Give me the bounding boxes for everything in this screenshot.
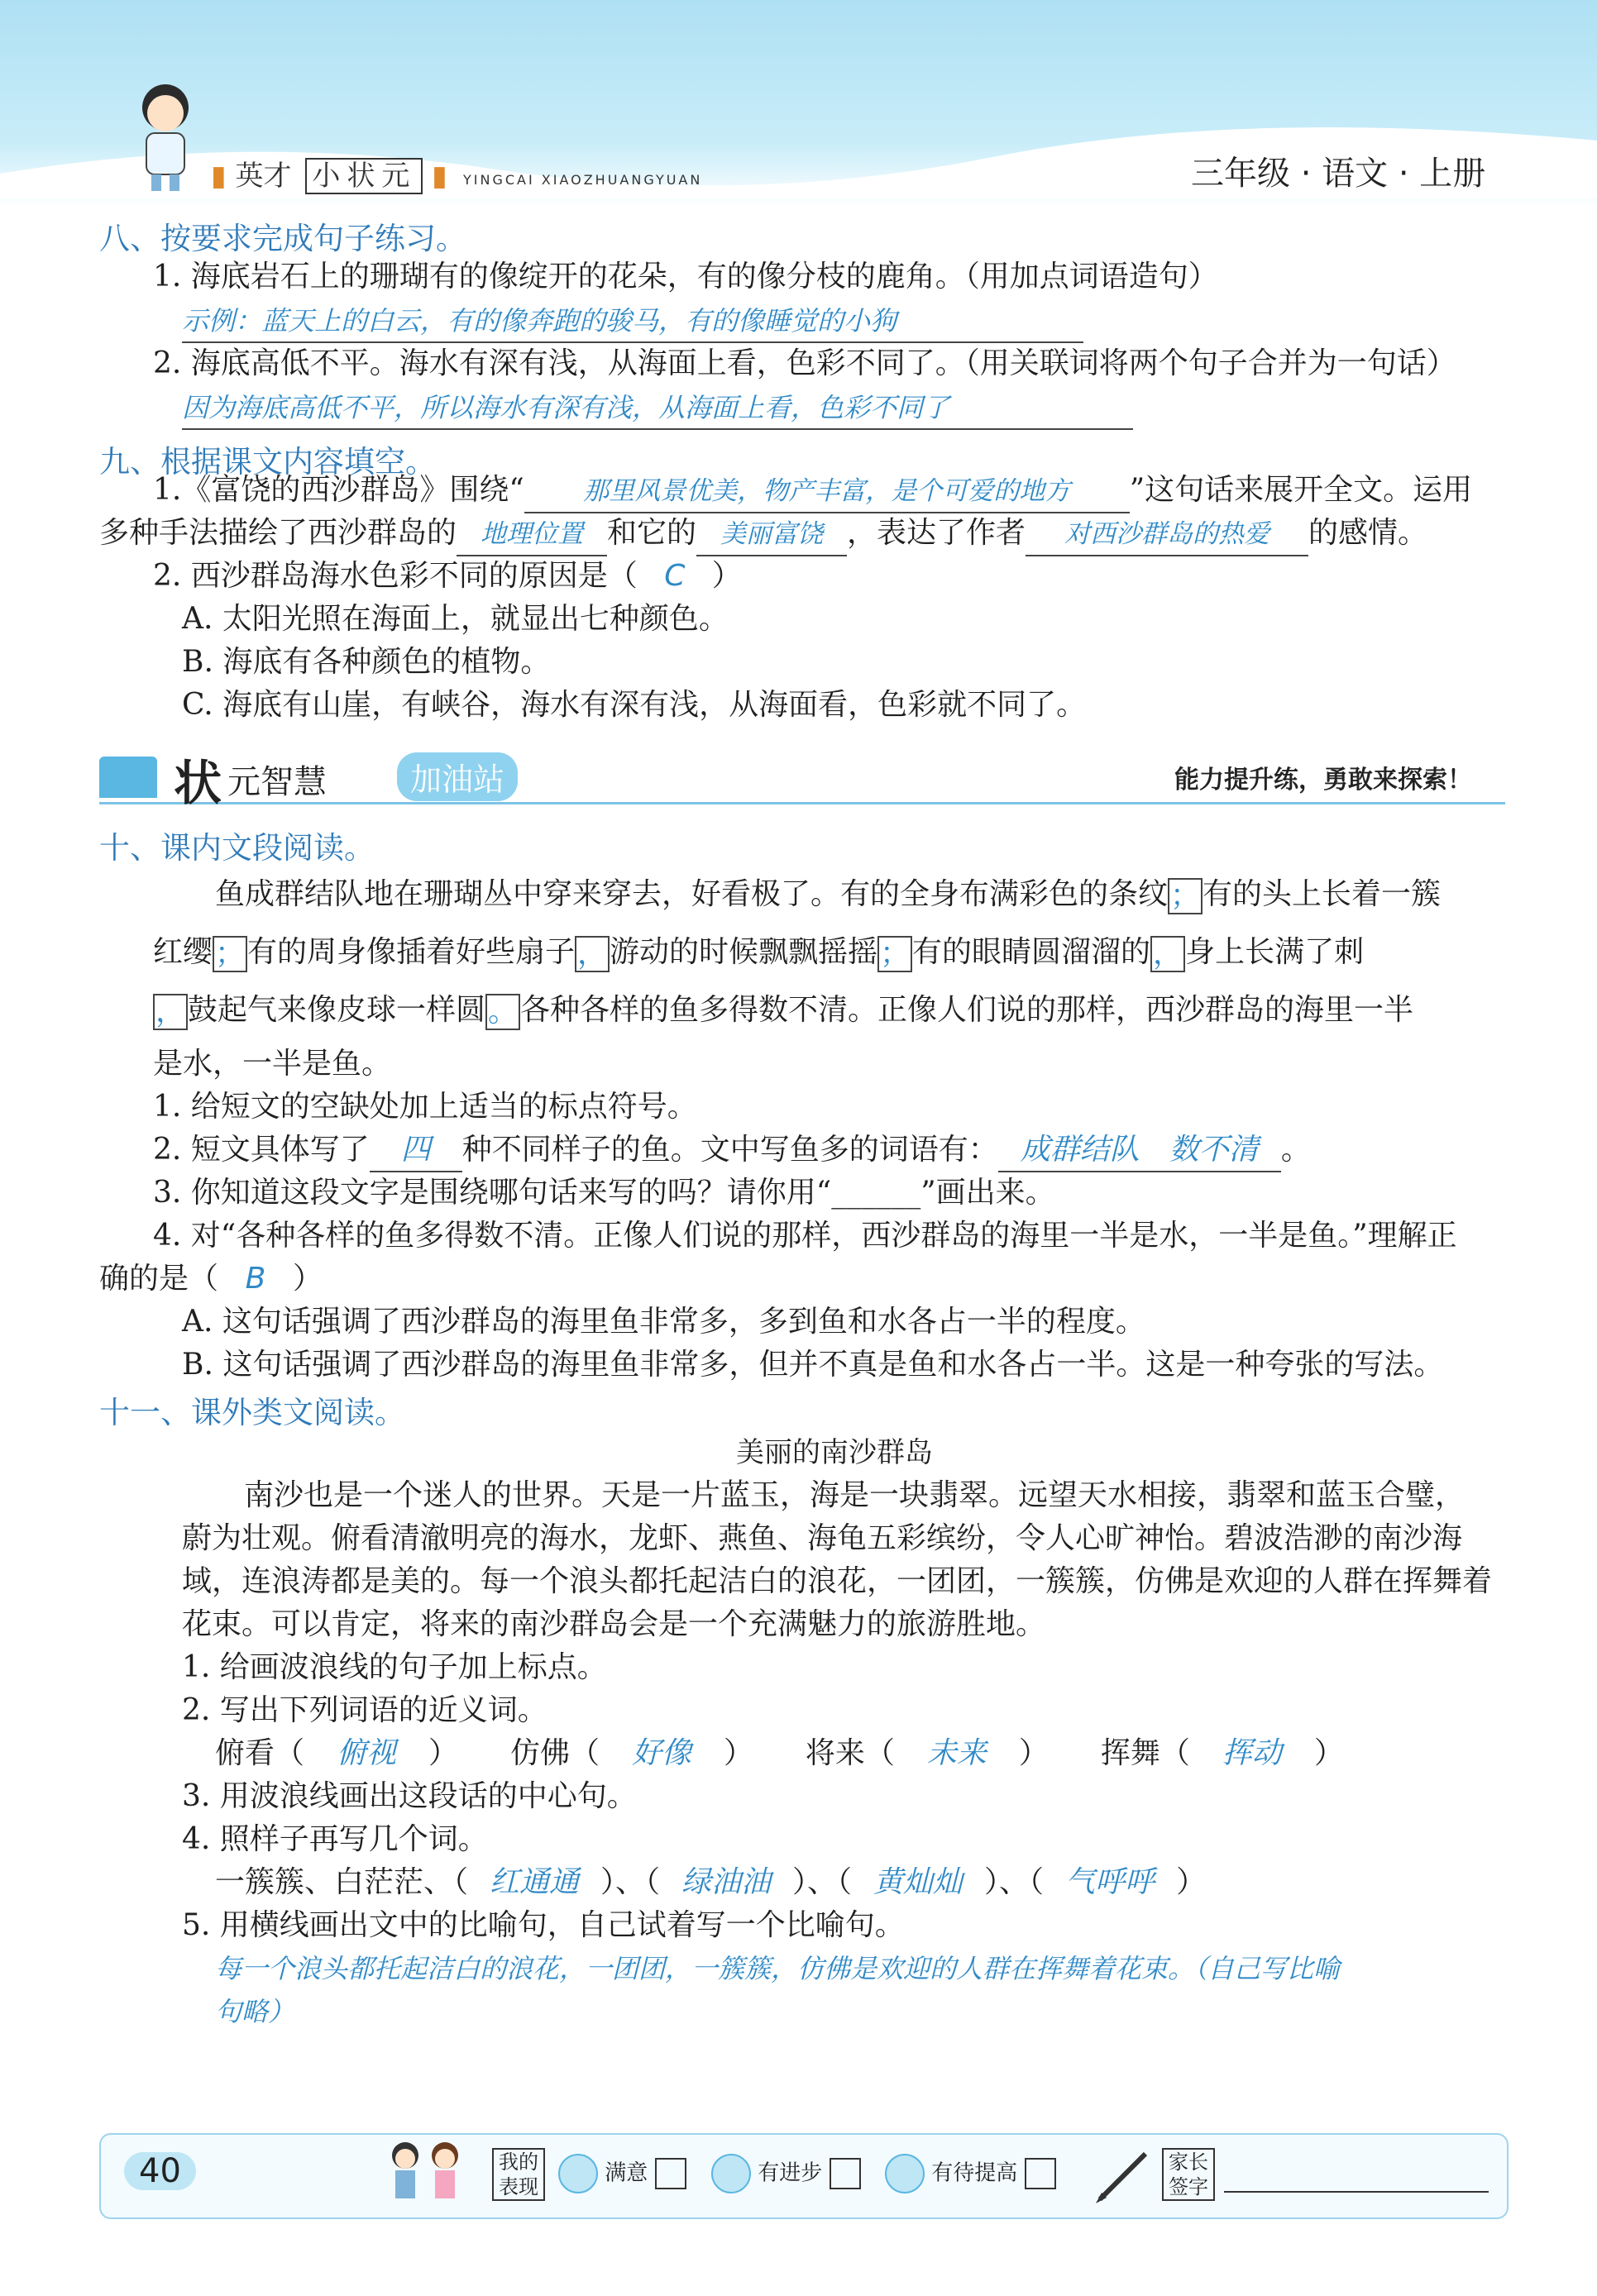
s11-a5-line1: 每一个浪头都托起洁白的浪花，一团团，一簇簇，仿佛是欢迎的人群在挥舞着花束。（自己写比喻 — [215, 1953, 1341, 1984]
rating-improve-label: 有待提高 — [931, 2160, 1018, 2186]
s9-opt-b: B. 海底有各种颜色的植物。 — [182, 645, 551, 679]
s9-opt-c: C. 海底有山崖，有峡谷，海水有深有浅，从海面看，色彩就不同了。 — [182, 688, 1087, 722]
grade-label: 三年级 · 语文 · 上册 — [1191, 155, 1486, 193]
s8-a2-text: 因为海底高低不平，所以海水有深有浅，从海面上看，色彩不同了 — [182, 392, 950, 423]
banner-right: 能力提升练，勇敢来探索！ — [1174, 766, 1472, 795]
s10-p2c: 游动的时候飘飘摇摇 — [610, 935, 878, 969]
article-title: 美丽的南沙群岛 — [736, 1436, 933, 1469]
s9-opt-a: A. 太阳光照在海面上，就显出七种颜色。 — [182, 602, 729, 636]
book-icon — [99, 757, 157, 798]
s9-q2-end: ） — [711, 559, 742, 593]
brand-b: 小状元 — [305, 158, 423, 194]
s10-q4b: 确的是（ — [99, 1262, 219, 1296]
smile-icon — [558, 2154, 598, 2193]
banner-rest: 元智慧 — [227, 763, 327, 801]
banner-big: 状 — [174, 755, 222, 811]
s10-q1: 1. 给短文的空缺处加上适当的标点符号。 — [153, 1090, 697, 1124]
q4-answer-4: 气呼呼 — [1065, 1865, 1155, 1899]
s10-q4-line1: 4. 对“各种各样的鱼多得数不清。正像人们说的那样，西沙群岛的海里一半是水，一半是鱼。”理解正 — [153, 1219, 1457, 1253]
s10-p3a: 鼓起气来像皮球一样圆 — [188, 993, 486, 1027]
section-9-title: 九、根据课文内容填空。 — [99, 444, 436, 480]
s8-q1: 1. 海底岩石上的珊瑚有的像绽开的花朵，有的像分枝的鹿角。（用加点词语造句） — [153, 260, 1218, 294]
blank-box-2[interactable]: ； — [213, 936, 247, 972]
syn-2-close: ） — [723, 1736, 753, 1770]
section-11-title: 十一、课外类文阅读。 — [99, 1395, 405, 1430]
wisdom-banner — [99, 744, 1505, 811]
s8-a2 — [182, 387, 1133, 430]
syn-4-answer: 挥动 — [1222, 1736, 1282, 1770]
s11-q5: 5. 用横线画出文中的比喻句，自己试着写一个比喻句。 — [182, 1908, 905, 1942]
s9-q1-p5: ，表达了作者 — [847, 516, 1026, 550]
s11-q4-answers — [215, 1862, 1206, 1903]
syn-1-answer: 俯视 — [337, 1736, 397, 1770]
q4-answer-1: 红通通 — [490, 1865, 580, 1899]
syn-4-word: 挥舞（ — [1100, 1736, 1190, 1770]
s8-q2: 2. 海底高低不平。海水有深有浅，从海面上看，色彩不同了。（用关联词将两个句子合并为一句话） — [153, 346, 1456, 380]
brand: ▮ 英才 小状元 ▮ — [211, 160, 447, 193]
article-line1: 南沙也是一个迷人的世界。天是一片蓝玉，海是一块翡翠。远望天水相接，翡翠和蓝玉合璧， — [244, 1478, 1466, 1512]
s10-q2-answer2: 成群结队 数不清 — [998, 1129, 1281, 1172]
s8-a1-text: 示例：蓝天上的白云，有的像奔跑的骏马，有的像睡觉的小狗 — [182, 305, 897, 337]
page-number: 40 — [124, 2152, 196, 2190]
article-line3: 域，连浪涛都是美的。每一个浪头都托起洁白的浪花，一团团，一簇簇，仿佛是欢迎的人群在挥舞着 — [182, 1564, 1493, 1598]
syn-4-close: ） — [1313, 1736, 1344, 1770]
s10-p2e: 身上长满了刺 — [1185, 935, 1365, 969]
rating-satisfied-box[interactable] — [655, 2158, 686, 2189]
s10-q2a: 2. 短文具体写了 — [153, 1133, 370, 1167]
syn-3-word: 将来（ — [805, 1736, 895, 1770]
kids-icon — [380, 2137, 471, 2212]
brand-pinyin: YINGCAI XIAOZHUANGYUAN — [463, 172, 703, 188]
parent-sign-line[interactable] — [1224, 2191, 1489, 2193]
s9-q1-p1: 1.《富饶的西沙群岛》围绕“ — [153, 473, 524, 507]
rating-satisfied-label: 满意 — [605, 2160, 648, 2186]
syn-3-answer: 未来 — [926, 1736, 987, 1770]
s10-p2a: 红缨 — [153, 935, 213, 969]
rating-progress-label: 有进步 — [758, 2160, 823, 2186]
s10-para-line1 — [215, 874, 1441, 915]
s9-q1-p6: 的感情。 — [1308, 516, 1428, 550]
syn-1-close: ） — [428, 1736, 459, 1770]
section-8-title: 八、按要求完成句子练习。 — [99, 221, 466, 256]
article-line2: 蔚为壮观。俯看清澈明亮的海水，龙虾、燕鱼、海龟五彩缤纷，令人心旷神怡。碧波浩渺的南沙海 — [182, 1521, 1463, 1555]
s10-para-line3 — [153, 990, 1413, 1031]
blank-box-3[interactable]: ， — [575, 936, 610, 972]
s10-q2b: 种不同样子的鱼。文中写鱼多的词语有： — [461, 1133, 998, 1167]
blank-box-4[interactable]: ； — [877, 936, 912, 972]
s9-q1-a4: 对西沙群岛的热爱 — [1026, 513, 1308, 556]
s10-p1b: 有的头上长着一簇 — [1203, 877, 1442, 911]
s10-q2-answer: 四 — [370, 1129, 462, 1172]
s10-q2 — [153, 1129, 1311, 1172]
rating-satisfied[interactable] — [558, 2154, 686, 2193]
rating-improve-box[interactable] — [1025, 2158, 1056, 2189]
s10-q4-line2 — [99, 1258, 323, 1300]
q4-answer-2: 绿油油 — [681, 1865, 772, 1899]
s10-q2c: 。 — [1280, 1133, 1311, 1167]
q4-sep-2: ）、（ — [792, 1865, 853, 1899]
syn-2-answer: 好像 — [631, 1736, 691, 1770]
s11-q4: 4. 照样子再写几个词。 — [182, 1822, 488, 1856]
q4-close: ） — [1176, 1865, 1207, 1899]
q4-sep-1: ）、（ — [600, 1865, 661, 1899]
s9-q1-p4: 和它的 — [607, 516, 697, 550]
article-line4: 花束。可以肯定，将来的南沙群岛会是一个充满魅力的旅游胜地。 — [182, 1607, 1046, 1641]
performance-label: 我的表现 — [492, 2148, 545, 2201]
s10-p2d: 有的眼睛圆溜溜的 — [912, 935, 1151, 969]
syn-3-close: ） — [1018, 1736, 1049, 1770]
worried-face-icon — [885, 2154, 925, 2193]
mascot-icon — [128, 79, 203, 194]
s11-q3: 3. 用波浪线画出这段话的中心句。 — [182, 1779, 637, 1813]
s9-q1-a3: 美丽富饶 — [696, 513, 847, 556]
s10-p3b: 各种各样的鱼多得数不清。正像人们说的那样，西沙群岛的海里一半 — [520, 993, 1414, 1027]
s9-q1-a1: 那里风景优美，物产丰富，是个可爱的地方 — [524, 470, 1130, 513]
q4-lead: 一簇簇、白茫茫、（ — [215, 1865, 469, 1899]
blank-box-7[interactable]: 。 — [485, 994, 520, 1030]
s10-q4c: ） — [293, 1262, 323, 1296]
content-face-icon — [711, 2154, 751, 2193]
s9-q2-text: 2. 西沙群岛海水色彩不同的原因是（ — [153, 559, 638, 593]
blank-box-6[interactable]: ， — [153, 994, 188, 1030]
rating-progress-box[interactable] — [830, 2158, 861, 2189]
section-10-title: 十、课内文段阅读。 — [99, 830, 375, 866]
s10-para-line2 — [153, 932, 1364, 973]
s11-synonyms — [215, 1733, 1344, 1774]
q4-sep-3: ）、（ — [984, 1865, 1045, 1899]
s9-q1-p2: ”这句话来展开全文。运用 — [1129, 473, 1473, 507]
s9-q1-line1 — [153, 470, 1472, 513]
s10-p1a: 鱼成群结队地在珊瑚丛中穿来穿去，好看极了。有的全身布满彩色的条纹 — [215, 877, 1169, 911]
s9-q1-line2 — [99, 513, 1427, 556]
s9-q2 — [153, 556, 742, 597]
s10-opt-a: A. 这句话强调了西沙群岛的海里鱼非常多，多到鱼和水各占一半的程度。 — [182, 1305, 1145, 1339]
syn-2-word: 仿佛（ — [509, 1736, 600, 1770]
q4-answer-3: 黄灿灿 — [873, 1865, 963, 1899]
s10-q4-answer: B — [245, 1262, 266, 1296]
banner-tag: 加油站 — [397, 752, 518, 801]
s10-opt-b: B. 这句话强调了西沙群岛的海里鱼非常多，但并不真是鱼和水各占一半。这是一种夸张的写法。 — [182, 1348, 1444, 1382]
rating-improve[interactable] — [885, 2154, 1056, 2193]
s11-q2: 2. 写出下列词语的近义词。 — [182, 1693, 547, 1727]
s10-p2b: 有的周身像插着好些扇子 — [247, 935, 576, 969]
s10-para-line4: 是水，一半是鱼。 — [153, 1047, 392, 1081]
s8-a1 — [182, 300, 1083, 343]
brand-a: 英才 — [235, 160, 292, 193]
s10-q3: 3. 你知道这段文字是围绕哪句话来写的吗？请你用“______”画出来。 — [153, 1176, 1055, 1210]
s11-q1: 1. 给画波浪线的句子加上标点。 — [182, 1650, 607, 1684]
s9-q2-answer: C — [664, 559, 686, 593]
syn-1-word: 俯看（ — [215, 1736, 305, 1770]
pen-icon — [1092, 2141, 1158, 2208]
blank-box-1[interactable]: ； — [1168, 878, 1203, 914]
s9-q1-p3: 多种手法描绘了西沙群岛的 — [99, 516, 457, 550]
s11-a5-line2: 句略） — [215, 1996, 295, 2027]
s9-q1-a2: 地理位置 — [457, 513, 607, 556]
blank-box-5[interactable]: ， — [1150, 936, 1185, 972]
rating-progress[interactable] — [711, 2154, 861, 2193]
parent-sign-label: 家长签字 — [1162, 2148, 1215, 2201]
